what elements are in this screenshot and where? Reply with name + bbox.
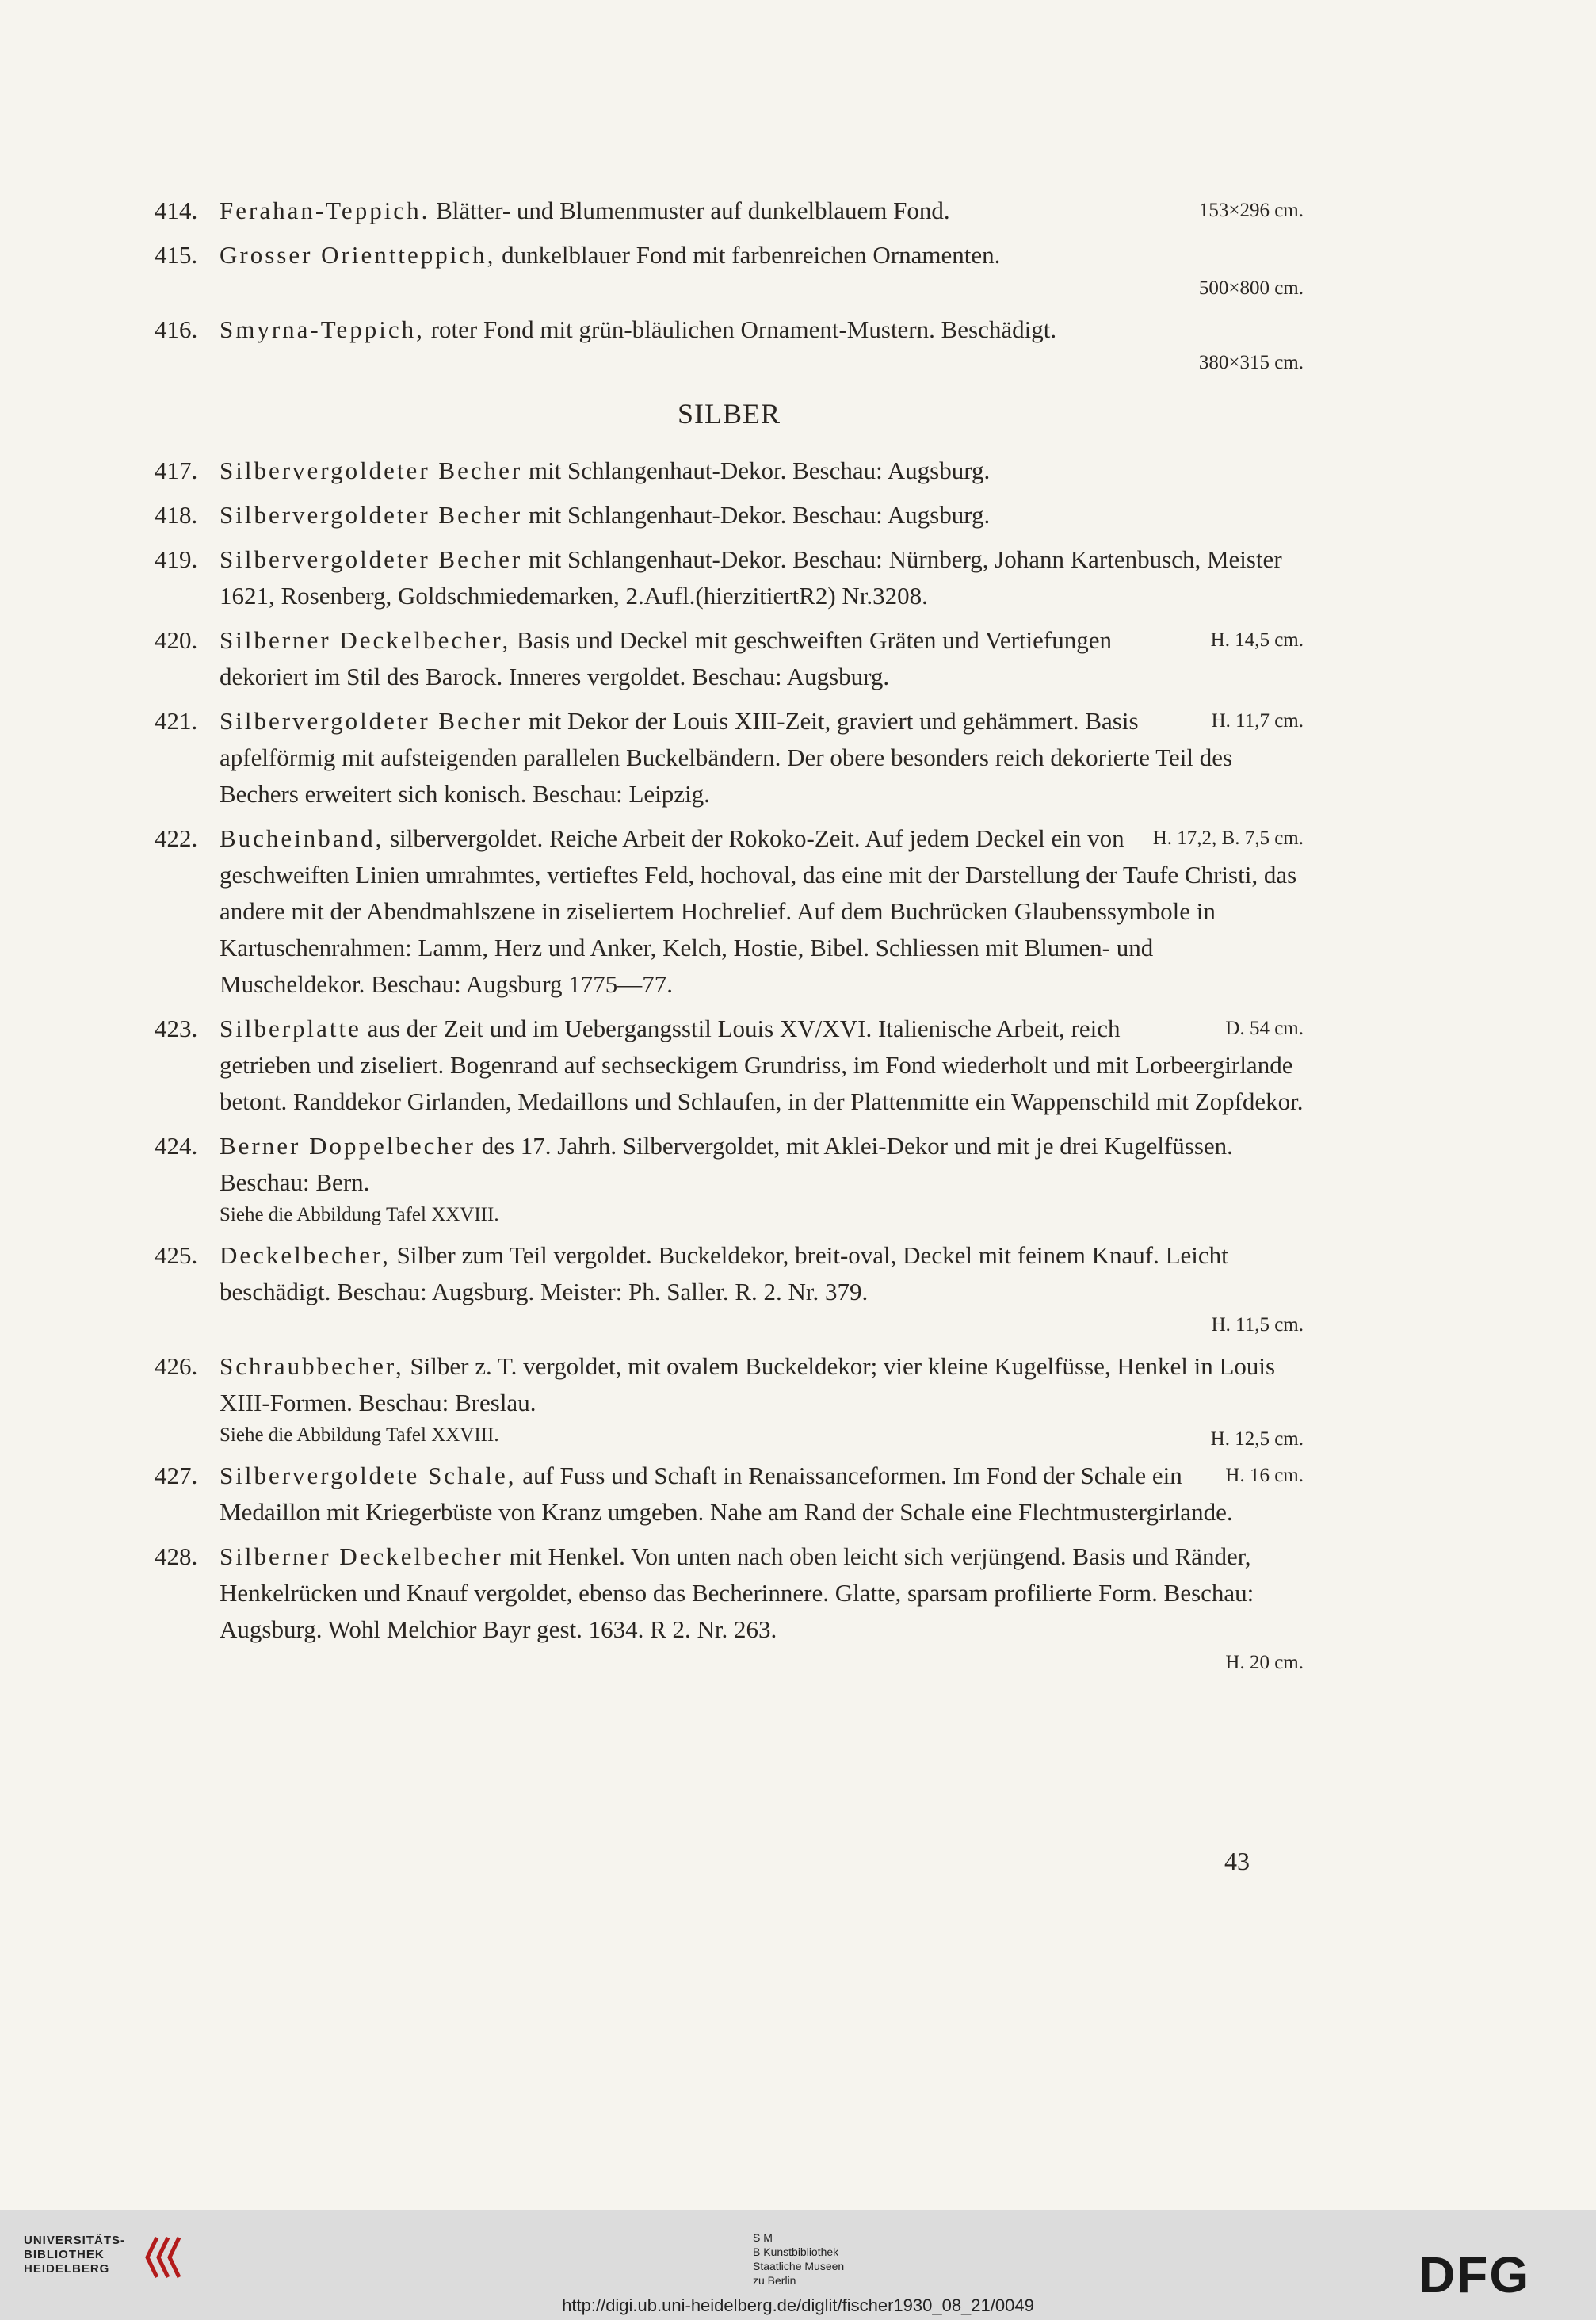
entry-number: 423. bbox=[155, 1015, 198, 1042]
entry-lemma: Silberplatte bbox=[220, 1015, 361, 1042]
entry-number: 416. bbox=[155, 315, 198, 343]
entry-text: roter Fond mit grün-bläulichen Ornament-Mustern. Beschädigt. bbox=[424, 315, 1057, 343]
catalog-entry bbox=[155, 1128, 1304, 1229]
sm-line: zu Berlin bbox=[753, 2274, 796, 2287]
catalog-entry bbox=[155, 193, 1304, 229]
catalog-entry bbox=[155, 1538, 1304, 1678]
entry-number: 424. bbox=[155, 1132, 198, 1160]
entry-lemma: Berner Doppelbecher bbox=[220, 1132, 475, 1160]
catalog-entry bbox=[155, 541, 1304, 614]
entry-number: 421. bbox=[155, 707, 198, 735]
entry-number: 418. bbox=[155, 501, 198, 529]
entry-lemma: Silbervergoldeter Becher bbox=[220, 457, 523, 484]
entry-lemma: Silberner Deckelbecher bbox=[220, 1542, 503, 1570]
entry-lemma: Silbervergoldete Schale, bbox=[220, 1462, 517, 1489]
catalog-entry bbox=[155, 311, 1304, 378]
catalog-entry bbox=[155, 237, 1304, 304]
entry-lemma: Deckelbecher, bbox=[220, 1241, 391, 1269]
entry-text: mit Henkel. Von unten nach oben leicht sich verjüngend. Basis und Ränder, Henkelrücken und Knauf vergoldet, ebenso das Becherinnere. Glatte, sparsam profilierte Form. Beschau: Augsburg. Wohl Melchior Bayr gest. 1634. R 2. Nr. 263. bbox=[220, 1542, 1254, 1643]
entry-lemma: Grosser Orientteppich, bbox=[220, 241, 496, 269]
entry-text: des 17. Jahrh. Silbervergoldet, mit Aklei-Dekor und mit je drei Kugelfüssen. Beschau: Bern. bbox=[220, 1132, 1233, 1196]
entry-number: 420. bbox=[155, 626, 198, 654]
entry-dimension: 153×296 cm. bbox=[1198, 200, 1304, 221]
entry-lemma: Silbervergoldeter Becher bbox=[220, 545, 523, 573]
university-library-logo[interactable] bbox=[24, 2234, 125, 2276]
page-url-link[interactable]: http://digi.ub.uni-heidelberg.de/diglit/fischer1930_08_21/0049 bbox=[562, 2295, 1034, 2315]
entry-number: 414. bbox=[155, 197, 198, 224]
entry-number: 426. bbox=[155, 1352, 198, 1380]
entry-note bbox=[220, 1201, 1304, 1229]
catalog-entry bbox=[155, 1458, 1304, 1531]
entry-text: auf Fuss und Schaft in Renaissanceformen. Im Fond der Schale ein Medaillon mit Kriegerbüste von Kranz umgeben. Nahe am Rand der Schale eine Flechtmustergirlande. bbox=[220, 1462, 1233, 1526]
sm-line: B Kunstbibliothek bbox=[753, 2245, 839, 2258]
entry-dimension: 380×315 cm. bbox=[1198, 352, 1304, 373]
catalog-entry bbox=[155, 1237, 1304, 1340]
uni-line: UNIVERSITÄTS- bbox=[24, 2234, 126, 2247]
entry-lemma: Silberner Deckelbecher, bbox=[220, 626, 511, 654]
entry-dimension: H. 12,5 cm. bbox=[1210, 1428, 1304, 1450]
entry-note bbox=[220, 1421, 1304, 1450]
dfg-logo[interactable]: DFG bbox=[1418, 2246, 1531, 2303]
entry-number: 428. bbox=[155, 1542, 198, 1570]
entry-list bbox=[155, 193, 1304, 1686]
sm-kunstbibliothek-logo[interactable] bbox=[753, 2230, 844, 2288]
entry-text: aus der Zeit und im Uebergangsstil Louis XV/XVI. Italienische Arbeit, reich getrieben und ziseliert. Bogenrand auf sechseckigem Grundriss, im Fond wiederholt und mit Lorbeergirlande betont. Randdekor Girlanden, Medaillons und Schlaufen, in der Plattenmitte ein Wappenschild mit Zopfdekor. bbox=[220, 1015, 1304, 1115]
catalog-entry bbox=[155, 1011, 1304, 1120]
catalog-entry bbox=[155, 622, 1304, 695]
entry-dimension: H. 11,5 cm. bbox=[1211, 1314, 1304, 1336]
catalog-entry bbox=[155, 1348, 1304, 1450]
page-number: 43 bbox=[1224, 1847, 1250, 1875]
uni-line: BIBLIOTHEK bbox=[24, 2248, 105, 2261]
entry-lemma: Silbervergoldeter Becher bbox=[220, 707, 523, 735]
footer-bar bbox=[0, 2210, 1596, 2320]
sm-line: S M bbox=[753, 2231, 773, 2244]
entry-dimension: H. 17,2, B. 7,5 cm. bbox=[1152, 827, 1304, 849]
entry-note-text: Siehe die Abbildung Tafel XXVIII. bbox=[220, 1204, 499, 1225]
entry-dimension: D. 54 cm. bbox=[1225, 1018, 1304, 1039]
entry-number: 427. bbox=[155, 1462, 198, 1489]
entry-text: mit Schlangenhaut-Dekor. Beschau: Nürnberg, Johann Kartenbusch, Meister 1621, Rosenberg, Goldschmiedemarken, 2.Aufl.(hierzitiertR2) Nr.3208. bbox=[220, 545, 1282, 610]
catalog-entry bbox=[155, 703, 1304, 812]
sm-line: Staatliche Museen bbox=[753, 2260, 845, 2272]
catalog-entry bbox=[155, 453, 1304, 489]
entry-number: 425. bbox=[155, 1241, 198, 1269]
entry-text: Silber z. T. vergoldet, mit ovalem Buckeldekor; vier kleine Kugelfüsse, Henkel in Louis XIII-Formen. Beschau: Breslau. bbox=[220, 1352, 1276, 1416]
entry-number: 422. bbox=[155, 824, 198, 852]
catalog-entry bbox=[155, 820, 1304, 1003]
entry-number: 417. bbox=[155, 457, 198, 484]
entry-dimension: H. 11,7 cm. bbox=[1211, 710, 1304, 732]
entry-text: silbervergoldet. Reiche Arbeit der Rokoko-Zeit. Auf jedem Deckel ein von geschweiften Linien umrahmtes, vertieftes Feld, hochoval, das eine mit der Darstellung der Taufe Christi, das andere mit der Abendmahlszene in ziseliertem Hochrelief. Auf dem Buchrücken Glaubenssymbole in Kartuschenrahmen: Lamm, Herz und Anker, Kelch, Hostie, Bibel. Schliessen mit Blumen- und Muscheldekor. Beschau: Augsburg 1775—77. bbox=[220, 824, 1297, 998]
entry-number: 419. bbox=[155, 545, 198, 573]
catalog-entry bbox=[155, 497, 1304, 533]
section-heading: SILBER bbox=[677, 398, 781, 430]
entry-dimension: H. 16 cm. bbox=[1225, 1465, 1304, 1486]
entry-lemma: Silbervergoldeter Becher bbox=[220, 501, 523, 529]
entry-note-text: Siehe die Abbildung Tafel XXVIII. bbox=[220, 1424, 499, 1446]
entry-text: dunkelblauer Fond mit farbenreichen Ornamenten. bbox=[495, 241, 1001, 269]
entry-dimension: H. 14,5 cm. bbox=[1210, 629, 1304, 651]
entry-dimension: 500×800 cm. bbox=[1198, 277, 1304, 299]
entry-dimension: H. 20 cm. bbox=[1225, 1652, 1304, 1673]
entry-text: Basis und Deckel mit geschweiften Gräten und Vertiefungen dekoriert im Stil des Barock. Inneres vergoldet. Beschau: Augsburg. bbox=[220, 626, 1112, 690]
entry-text: Blätter- und Blumenmuster auf dunkelblauem Fond. bbox=[430, 197, 950, 224]
entry-text: mit Dekor der Louis XIII-Zeit, graviert und gehämmert. Basis apfelförmig mit aufsteigenden parallelen Buckelbändern. Der obere besonders reich dekorierte Teil des Bechers erweitert sich konisch. Beschau: Leipzig. bbox=[220, 707, 1233, 808]
entry-lemma: Smyrna-Teppich, bbox=[220, 315, 425, 343]
entry-text: Silber zum Teil vergoldet. Buckeldekor, breit-oval, Deckel mit feinem Knauf. Leicht beschädigt. Beschau: Augsburg. Meister: Ph. Saller. R. 2. Nr. 379. bbox=[220, 1241, 1228, 1305]
uni-line: HEIDELBERG bbox=[24, 2262, 110, 2276]
entry-text: mit Schlangenhaut-Dekor. Beschau: Augsburg. bbox=[522, 501, 991, 529]
library-emblem-icon bbox=[141, 2234, 189, 2281]
entry-number: 415. bbox=[155, 241, 198, 269]
entry-lemma: Schraubbecher, bbox=[220, 1352, 404, 1380]
entry-lemma: Bucheinband, bbox=[220, 824, 384, 852]
entry-lemma: Ferahan-Teppich. bbox=[220, 197, 430, 224]
entry-text: mit Schlangenhaut-Dekor. Beschau: Augsburg. bbox=[522, 457, 991, 484]
